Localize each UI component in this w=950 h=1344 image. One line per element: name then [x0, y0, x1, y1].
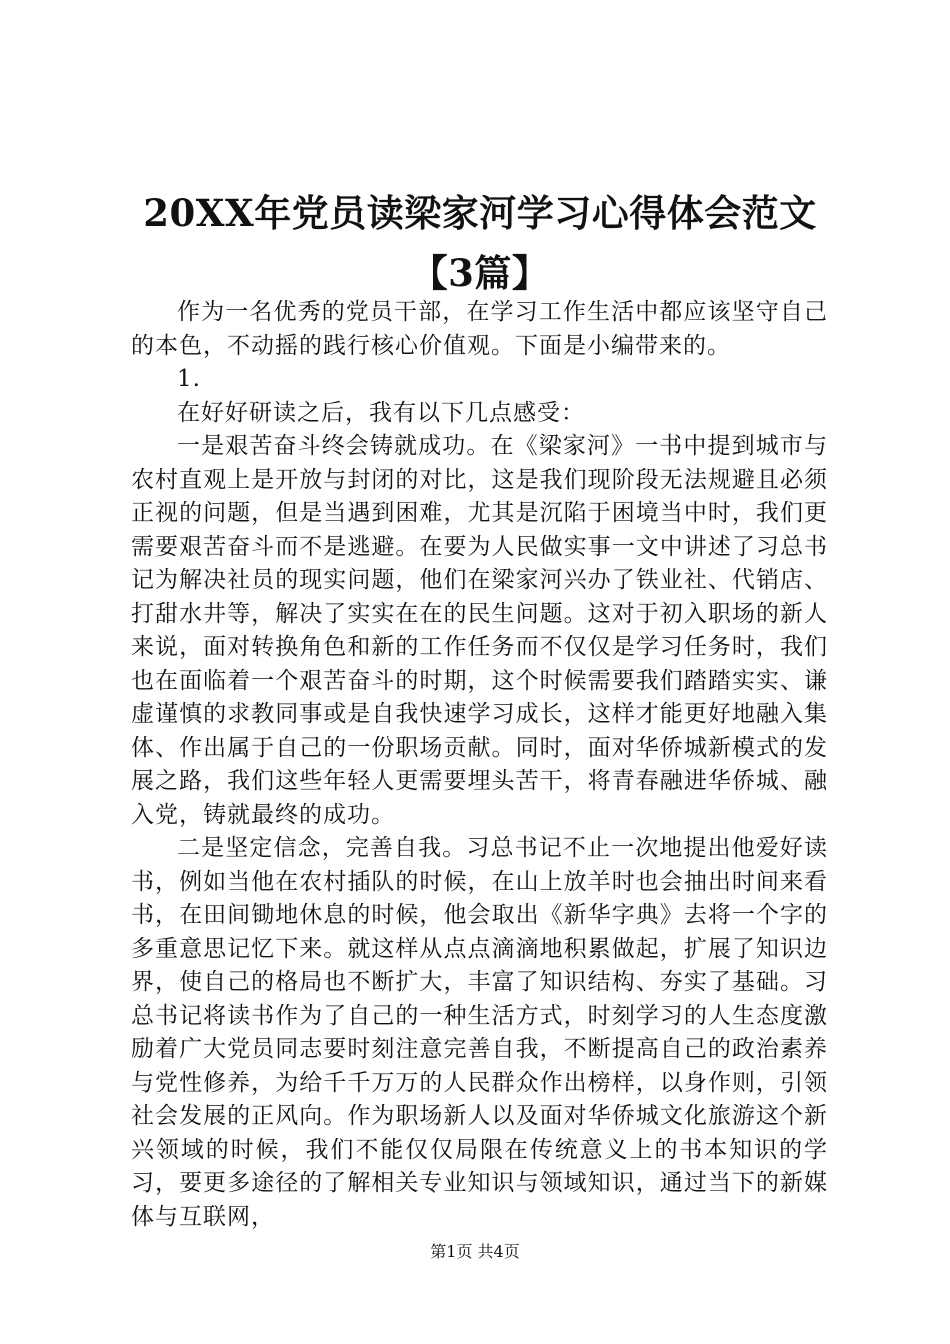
point-two-paragraph: 二是坚定信念，完善自我。习总书记不止一次地提出他爱好读书，例如当他在农村插队的时候，在山上放羊时也会抽出时间来看书，在田间锄地休息的时候，他会取出《新华字典》去将一个字的多重意思记忆下来。就这样从点点滴滴地积累做起，扩展了知识边界，使自己的格局也不断扩大，丰富了知识结构、夯实了基础。习总书记将读书作为了自己的一种生活方式，时刻学习的人生态度激励着广大党员同志要时刻注意完善自我，不断提高自己的政治素养与党性修养，为给千千万万的人民群众作出榜样，以身作则，引领社会发展的正风向。作为职场新人以及面对华侨城文化旅游这个新兴领域的时候，我们不能仅仅局限在传统意义上的书本知识的学习，要更多途径的了解相关专业知识与领域知识，通过当下的新媒体与互联网， — [131, 835, 828, 1230]
intro-paragraph: 作为一名优秀的党员干部，在学习工作生活中都应该坚守自己的本色，不动摇的践行核心价值观。下面是小编带来的。 — [131, 299, 828, 359]
lead-in-paragraph: 在好好研读之后，我有以下几点感受： — [177, 399, 585, 426]
section-number: 1. — [177, 366, 201, 392]
document-body — [131, 296, 828, 1234]
document-title: 20XX年党员读梁家河学习心得体会范文【3篇】 — [143, 191, 817, 295]
point-one-paragraph: 一是艰苦奋斗终会铸就成功。在《梁家河》一书中提到城市与农村直观上是开放与封闭的对比，这是我们现阶段无法规避且必须正视的问题，但是当遇到困难，尤其是沉陷于困境当中时，我们更需要艰苦奋斗而不是逃避。在要为人民做实事一文中讲述了习总书记为解决社员的现实问题，他们在梁家河兴办了铁业社、代销店、打甜水井等，解决了实实在在的民生问题。这对于初入职场的新人来说，面对转换角色和新的工作任务而不仅仅是学习任务时，我们也在面临着一个艰苦奋斗的时期，这个时候需要我们踏踏实实、谦虚谨慎的求教同事或是自我快速学习成长，这样才能更好地融入集体、作出属于自己的一份职场贡献。同时，面对华侨城新模式的发展之路，我们这些年轻人更需要埋头苦干，将青春融进华侨城、融入党，铸就最终的成功。 — [131, 433, 828, 828]
page-footer: 第1页 共4页 — [430, 1242, 520, 1261]
